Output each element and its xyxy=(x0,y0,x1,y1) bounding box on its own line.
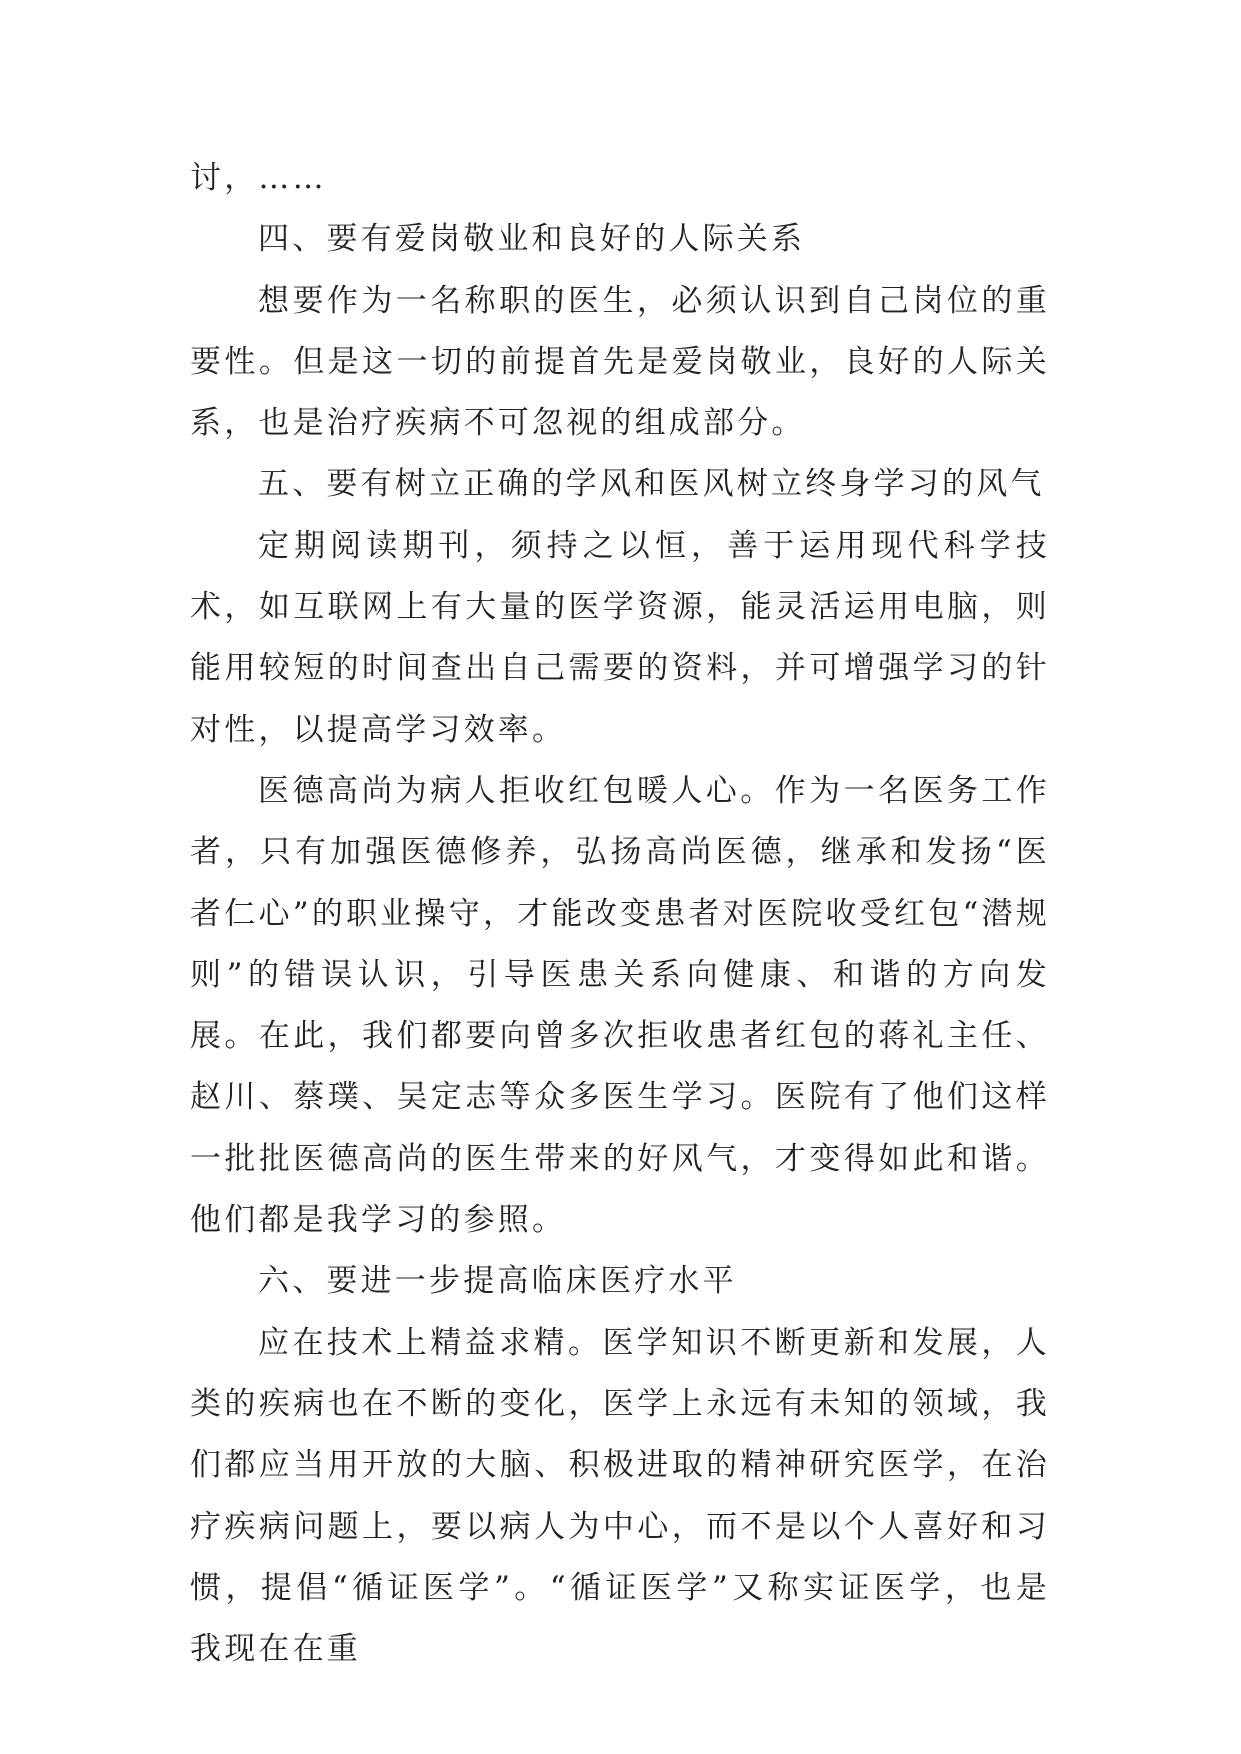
section-heading-4: 四、要有爱岗敬业和良好的人际关系 xyxy=(258,221,806,258)
paragraph-clinical-skills: 应在技术上精益求精。医学知识不断更新和发展，人类的疾病也在不断的变化，医学上永远有未知的领域，我们都应当用开放的大脑、积极进取的精神研究医学，在治疗疾病问题上，要以病人为中心，而不是以个人喜好和习惯，提倡“循证医学”。“循证医学”又称实证医学，也是我现在在重 xyxy=(190,1324,1050,1668)
paragraph-medical-ethics: 医德高尚为病人拒收红包暖人心。作为一名医务工作者，只有加强医德修养，弘扬高尚医德，继承和发扬“医者仁心”的职业操守，才能改变患者对医院收受红包“潜规则”的错误认识，引导医患关系向健康、和谐的方向发展。在此，我们都要向曾多次拒收患者红包的蒋礼主任、赵川、蔡璞、吴定志等众多医生学习。医院有了他们这样一批批医德高尚的医生带来的好风气，才变得如此和谐。他们都是我学习的参照。 xyxy=(190,772,1050,1239)
paragraph-reading-journals: 定期阅读期刊，须持之以恒，善于运用现代科学技术，如互联网上有大量的医学资源，能灵活运用电脑，则能用较短的时间查出自己需要的资料，并可增强学习的针对性，以提高学习效率。 xyxy=(190,527,1050,748)
section-heading-6: 六、要进一步提高临床医疗水平 xyxy=(258,1263,737,1300)
continuation-text: 讨，…… xyxy=(190,160,327,196)
section-heading-5: 五、要有树立正确的学风和医风树立终身学习的风气 xyxy=(258,466,1045,503)
paragraph-position-importance: 想要作为一名称职的医生，必须认识到自己岗位的重要性。但是这一切的前提首先是爱岗敬业，良好的人际关系，也是治疗疾病不可忽视的组成部分。 xyxy=(190,282,1050,442)
document-body xyxy=(190,148,1050,1680)
